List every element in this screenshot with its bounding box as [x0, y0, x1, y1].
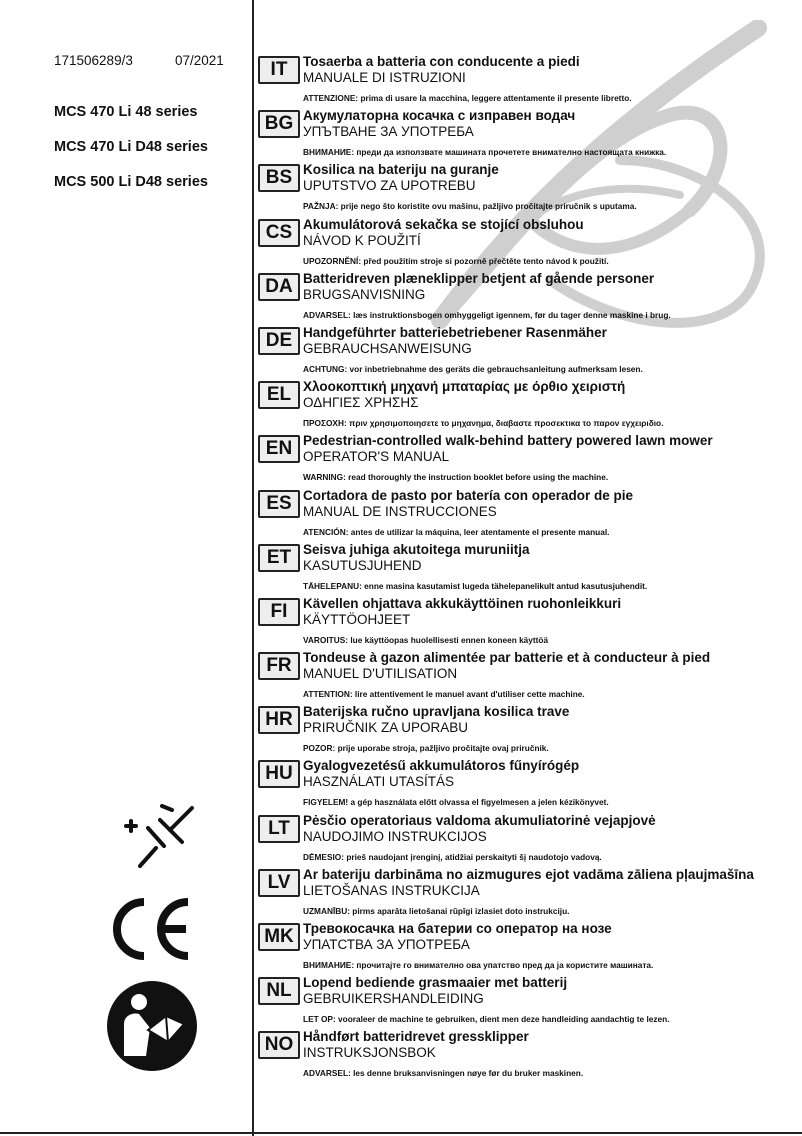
language-row-hu: [258, 756, 798, 810]
language-row-it: [258, 52, 798, 106]
language-row-no: [258, 1027, 798, 1081]
product-title: Seisva juhiga akutoitega muruniitja: [303, 541, 530, 557]
manual-type: PRIRUČNIK ZA UPORABU: [303, 720, 469, 736]
product-title: Batteridreven plæneklipper betjent af gående personer: [303, 270, 655, 286]
language-code-badge: LV: [258, 869, 300, 897]
language-row-cs: [258, 215, 798, 269]
product-title: Lopend bediende grasmaaier met batterij: [303, 975, 568, 991]
warning-text: VAROITUS: lue käyttöopas huolellisesti ennen koneen käyttöä: [303, 634, 549, 645]
product-title: Тревокосачка на батерии со оператор на нозе: [303, 921, 612, 936]
product-title: Baterijska ručno upravljana kosilica trave: [303, 704, 570, 720]
model-name: MCS 470 Li D48 series: [54, 139, 208, 155]
warning-text: ACHTUNG: vor inbetriebnahme des geräts die gebrauchsanleitung aufmerksam lesen.: [303, 363, 643, 374]
manual-type: BRUGSANVISNING: [303, 286, 426, 302]
language-code-badge: CS: [258, 219, 300, 247]
manual-type: NÁVOD K POUŽITÍ: [303, 232, 421, 248]
manual-type: KASUTUSJUHEND: [303, 557, 422, 573]
warning-text: ΠΡΟΣΟΧΗ: πριν χρησιμοποιησετε το μηχανημα, διαβαστε προσεκτικα το παρον εγχειριδιο.: [303, 418, 664, 429]
language-row-et: [258, 540, 798, 594]
document-date: 07/2021: [175, 53, 224, 68]
manual-type: GEBRAUCHSANWEISUNG: [303, 340, 472, 356]
language-code-badge: ET: [258, 544, 300, 572]
product-title: Akumulátorová sekačka se stojící obsluhou: [303, 216, 584, 232]
manual-type: LIETOŠANAS INSTRUKCIJA: [303, 882, 480, 898]
language-code-badge: FI: [258, 598, 300, 626]
warning-text: ADVARSEL: les denne bruksanvisningen nøye før du bruker maskinen.: [303, 1068, 584, 1079]
manual-type: УПЪТВАНЕ ЗА УПОТРЕБА: [303, 124, 474, 140]
language-row-bg: [258, 106, 798, 160]
product-title: Cortadora de pasto por batería con operador de pie: [303, 487, 634, 503]
language-row-de: [258, 323, 798, 377]
language-row-fr: [258, 648, 798, 702]
product-title: Tosaerba a batteria con conducente a piedi: [303, 54, 580, 69]
warning-text: ATTENTION: lire attentivement le manuel avant d'utiliser cette machine.: [303, 689, 585, 700]
manual-type: UPUTSTVO ZA UPOTREBU: [303, 178, 476, 194]
language-row-lv: [258, 865, 798, 919]
manual-type: NAUDOJIMO INSTRUKCIJOS: [303, 828, 487, 844]
product-title: Håndført batteridrevet gressklipper: [303, 1029, 529, 1045]
language-code-badge: FR: [258, 652, 300, 680]
warning-text: WARNING: read thoroughly the instruction booklet before using the machine.: [303, 472, 609, 483]
warning-text: LET OP: vooraleer de machine te gebruiken, dient men deze handleiding aandachtig te lezen.: [303, 1014, 670, 1025]
product-title: Tondeuse à gazon alimentée par batterie et à conducteur à pied: [303, 650, 711, 666]
manual-type: MANUAL DE INSTRUCCIONES: [303, 503, 497, 519]
language-code-badge: NL: [258, 977, 300, 1005]
language-code-badge: IT: [258, 56, 300, 84]
warning-text: FIGYELEM! a gép használata előtt olvassa el figyelmesen a jelen kézikönyvet.: [303, 797, 609, 808]
product-title: Gyalogvezetésű akkumulátoros fűnyírógép: [303, 758, 580, 774]
product-title: Pėsčio operatoriaus valdoma akumuliatorinė vejapjovė: [303, 812, 656, 828]
warning-text: PAŽNJA: prije nego što koristite ovu mašinu, pažljivo pročitajte priručnik s uputama.: [303, 201, 637, 212]
manual-type: KÄYTTÖOHJEET: [303, 611, 411, 627]
language-row-bs: [258, 160, 798, 214]
language-row-nl: [258, 973, 798, 1027]
read-manual-icon: [106, 980, 198, 1072]
manual-type: MANUALE DI ISTRUZIONI: [303, 70, 466, 85]
language-code-badge: DE: [258, 327, 300, 355]
language-row-lt: [258, 811, 798, 865]
product-title: Handgeführter batteriebetriebener Rasenmäher: [303, 324, 607, 340]
language-list: [258, 52, 798, 1082]
language-code-badge: MK: [258, 923, 300, 951]
language-row-hr: [258, 702, 798, 756]
warning-text: TÄHELEPANU: enne masina kasutamist lugeda tähelepanelikult antud kasutusjuhendit.: [303, 580, 648, 591]
language-code-badge: HR: [258, 706, 300, 734]
manual-type: ΟΔΗΓΙΕΣ ΧΡΗΣΗΣ: [303, 395, 419, 411]
language-code-badge: BS: [258, 164, 300, 192]
language-row-da: [258, 269, 798, 323]
manual-type: GEBRUIKERSHANDLEIDING: [303, 991, 484, 1007]
warning-text: UPOZORNĚNÍ: před použitím stroje si pozorně přečtěte tento návod k použití.: [303, 255, 609, 266]
product-title: Kosilica na bateriju na guranje: [303, 162, 499, 178]
bottom-divider: [0, 1132, 802, 1134]
manual-type: MANUEL D'UTILISATION: [303, 666, 458, 682]
model-name: MCS 470 Li 48 series: [54, 104, 198, 120]
language-row-en: [258, 431, 798, 485]
left-column: [0, 0, 252, 1136]
language-code-badge: EL: [258, 381, 300, 409]
product-title: Pedestrian-controlled walk-behind battery powered lawn mower: [303, 433, 713, 449]
manual-type: INSTRUKSJONSBOK: [303, 1045, 436, 1061]
warning-text: POZOR: prije uporabe stroja, pažljivo pročitajte ovaj priručnik.: [303, 743, 549, 754]
model-name: MCS 500 Li D48 series: [54, 174, 208, 190]
language-code-badge: LT: [258, 815, 300, 843]
language-row-es: [258, 486, 798, 540]
warning-text: UZMANĪBU: pirms aparāta lietošanai rūpīgi izlasiet doto instrukciju.: [303, 905, 570, 916]
manual-type: HASZNÁLATI UTASÍTÁS: [303, 774, 455, 790]
battery-polarity-icon: [112, 800, 196, 870]
language-code-badge: ES: [258, 490, 300, 518]
product-title: Ar bateriju darbināma no aizmugures ejot vadāma zāliena pļaujmašīna: [303, 866, 754, 882]
warning-text: DĖMESIO: prieš naudojant įrenginį, atidžiai perskaityti šį naudotojo vadovą.: [303, 851, 602, 862]
warning-text: ATTENZIONE: prima di usare la macchina, leggere attentamente il presente libretto.: [303, 93, 632, 103]
document-code: 171506289/3: [54, 53, 133, 68]
warning-text: ВНИМАНИЕ: прочитајте го внимателно ова упатство пред да ја користите машината.: [303, 960, 654, 970]
warning-text: ADVARSEL: læs instruktionsbogen omhyggeligt igennem, før du tager denne maskine i brug.: [303, 309, 671, 320]
language-row-el: [258, 377, 798, 431]
language-code-badge: BG: [258, 110, 300, 138]
manual-type: УПАТСТВА ЗА УПОТРЕБА: [303, 937, 470, 952]
language-code-badge: NO: [258, 1031, 300, 1059]
language-code-badge: EN: [258, 435, 300, 463]
language-code-badge: HU: [258, 760, 300, 788]
vertical-divider: [252, 0, 254, 1136]
warning-text: ВНИМАНИЕ: преди да използвате машината прочетете внимателно настоящата книжка.: [303, 147, 667, 158]
product-title: Kävellen ohjattava akkukäyttöinen ruohonleikkuri: [303, 595, 622, 611]
language-row-mk: [258, 919, 798, 973]
manual-type: OPERATOR'S MANUAL: [303, 449, 450, 465]
language-row-fi: [258, 594, 798, 648]
product-title: Χλοοκοπτική μηχανή μπαταρίας με όρθιο χειριστή: [303, 379, 626, 395]
product-title: Акумулаторна косачка с изправен водач: [303, 108, 576, 124]
language-code-badge: DA: [258, 273, 300, 301]
ce-mark-icon: [104, 896, 194, 962]
warning-text: ATENCIÓN: antes de utilizar la máquina, leer atentamente el presente manual.: [303, 526, 610, 537]
